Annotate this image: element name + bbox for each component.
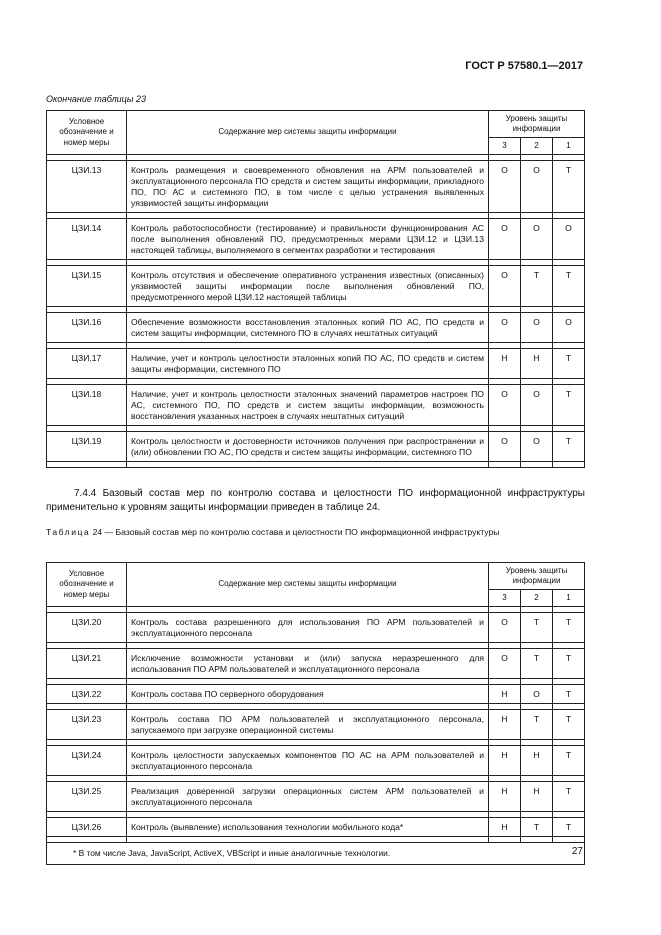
table-24-caption-text: 24 — Базовый состав мер по контролю состава и целостности ПО информационной инфраструктуры bbox=[92, 527, 500, 537]
measure-description: Контроль целостности запускаемых компонентов ПО АС на АРМ пользователей и эксплуатационного персонала bbox=[127, 746, 489, 776]
level-2-value: Н bbox=[521, 782, 553, 812]
level-3-value: О bbox=[489, 385, 521, 426]
header-id: Условное обозначение и номер меры bbox=[47, 111, 127, 155]
table-continuation-label: Окончание таблицы 23 bbox=[46, 94, 146, 104]
table-24-caption bbox=[46, 527, 585, 538]
measure-id: ЦЗИ.21 bbox=[47, 649, 127, 679]
level-1-value: Т bbox=[553, 746, 585, 776]
header-level-2: 2 bbox=[521, 590, 553, 607]
level-1-value: Т bbox=[553, 649, 585, 679]
table-24-caption-label: Таблица bbox=[46, 527, 91, 537]
measure-description: Контроль состава ПО серверного оборудования bbox=[127, 685, 489, 704]
measure-id: ЦЗИ.20 bbox=[47, 613, 127, 643]
measure-id: ЦЗИ.24 bbox=[47, 746, 127, 776]
level-2-value: О bbox=[521, 161, 553, 213]
level-3-value: О bbox=[489, 266, 521, 307]
header-level-3: 3 bbox=[489, 138, 521, 155]
level-1-value: Т bbox=[553, 349, 585, 379]
table-23 bbox=[46, 110, 585, 468]
table-row bbox=[47, 219, 585, 260]
level-1-value: Т bbox=[553, 710, 585, 740]
level-3-value: Н bbox=[489, 782, 521, 812]
measure-id: ЦЗИ.16 bbox=[47, 313, 127, 343]
level-2-value: Т bbox=[521, 818, 553, 837]
table-24 bbox=[46, 562, 585, 865]
level-2-value: Н bbox=[521, 746, 553, 776]
level-2-value: О bbox=[521, 432, 553, 462]
level-2-value: Н bbox=[521, 349, 553, 379]
level-2-value: О bbox=[521, 385, 553, 426]
measure-id: ЦЗИ.17 bbox=[47, 349, 127, 379]
level-3-value: Н bbox=[489, 746, 521, 776]
table-24-body bbox=[47, 607, 585, 843]
table-row bbox=[47, 782, 585, 812]
measure-description: Контроль состава разрешенного для использования ПО АРМ пользователей и эксплуатационного персонала bbox=[127, 613, 489, 643]
table-row bbox=[47, 313, 585, 343]
measure-description: Контроль целостности и достоверности источников получения при распространении и (или) обновлении ПО АС, ПО средств и систем защиты информации, системного ПО bbox=[127, 432, 489, 462]
measure-id: ЦЗИ.19 bbox=[47, 432, 127, 462]
table-row bbox=[47, 613, 585, 643]
measure-id: ЦЗИ.15 bbox=[47, 266, 127, 307]
standard-designation: ГОСТ Р 57580.1—2017 bbox=[465, 60, 583, 72]
level-2-value: О bbox=[521, 219, 553, 260]
measure-id: ЦЗИ.23 bbox=[47, 710, 127, 740]
level-3-value: Н bbox=[489, 818, 521, 837]
level-1-value: Т bbox=[553, 432, 585, 462]
level-1-value: О bbox=[553, 313, 585, 343]
header-level: Уровень защиты информации bbox=[489, 111, 585, 138]
table-footnote: * В том числе Java, JavaScript, ActiveX, VBScript и иные аналогичные технологии. bbox=[47, 843, 585, 865]
measure-description: Контроль размещения и своевременного обновления на АРМ пользователей и эксплуатационного персонала ПО средств и систем защиты информации, прикладного ПО, ПО АС и системного ПО, в том числе с целью устранения выявленных уязвимостей защиты информации bbox=[127, 161, 489, 213]
level-3-value: Н bbox=[489, 685, 521, 704]
measure-id: ЦЗИ.25 bbox=[47, 782, 127, 812]
level-1-value: Т bbox=[553, 613, 585, 643]
measure-description: Контроль отсутствия и обеспечение оперативного устранения известных (описанных) уязвимостей защиты информации после выполнения обновлений ПО, предусмотренного мерой ЦЗИ.12 настоящей таблицы bbox=[127, 266, 489, 307]
level-3-value: О bbox=[489, 432, 521, 462]
table-row bbox=[47, 649, 585, 679]
measure-id: ЦЗИ.14 bbox=[47, 219, 127, 260]
level-1-value: Т bbox=[553, 782, 585, 812]
measure-id: ЦЗИ.13 bbox=[47, 161, 127, 213]
measure-description: Наличие, учет и контроль целостности эталонных копий ПО АС, ПО средств и систем защиты информации, системного ПО bbox=[127, 349, 489, 379]
header-id: Условное обозначение и номер меры bbox=[47, 563, 127, 607]
measure-description: Наличие, учет и контроль целостности эталонных значений параметров настроек ПО АС, системного ПО, ПО средств и систем защиты информации, возможность восстановления указанных настроек в случаях нештатных ситуаций bbox=[127, 385, 489, 426]
header-level-2: 2 bbox=[521, 138, 553, 155]
measure-description: Контроль работоспособности (тестирование) и правильности функционирования АС после выполнения обновлений ПО, предусмотренных мерами ЦЗИ.12 и ЦЗИ.13 настоящей таблицы, выполняемого в сегментах разработки и тестирования bbox=[127, 219, 489, 260]
measure-id: ЦЗИ.18 bbox=[47, 385, 127, 426]
table-row bbox=[47, 432, 585, 462]
paragraph-7-4-4: 7.4.4 Базовый состав мер по контролю состава и целостности ПО информационной инфраструктуры применительно к уровням защиты информации приведен в таблице 24. bbox=[46, 488, 585, 513]
level-1-value: Т bbox=[553, 161, 585, 213]
level-3-value: О bbox=[489, 161, 521, 213]
table-row bbox=[47, 685, 585, 704]
level-1-value: О bbox=[553, 219, 585, 260]
table-row bbox=[47, 266, 585, 307]
header-content: Содержание мер системы защиты информации bbox=[127, 111, 489, 155]
level-3-value: О bbox=[489, 613, 521, 643]
table-row bbox=[47, 385, 585, 426]
measure-description: Обеспечение возможности восстановления эталонных копий ПО АС, ПО средств и систем защиты информации, системного ПО в случаях нештатных ситуаций bbox=[127, 313, 489, 343]
measure-id: ЦЗИ.26 bbox=[47, 818, 127, 837]
level-1-value: Т bbox=[553, 266, 585, 307]
level-2-value: О bbox=[521, 685, 553, 704]
level-3-value: О bbox=[489, 219, 521, 260]
header-level-1: 1 bbox=[553, 138, 585, 155]
table-row bbox=[47, 818, 585, 837]
level-2-value: Т bbox=[521, 710, 553, 740]
measure-description: Реализация доверенной загрузки операционных систем АРМ пользователей и эксплуатационного персонала bbox=[127, 782, 489, 812]
level-1-value: Т bbox=[553, 385, 585, 426]
header-content: Содержание мер системы защиты информации bbox=[127, 563, 489, 607]
measure-id: ЦЗИ.22 bbox=[47, 685, 127, 704]
header-level: Уровень защиты информации bbox=[489, 563, 585, 590]
level-3-value: О bbox=[489, 313, 521, 343]
measure-description: Контроль (выявление) использования технологии мобильного кода* bbox=[127, 818, 489, 837]
measure-description: Исключение возможности установки и (или) запуска неразрешенного для использования ПО АРМ пользователей и эксплуатационного персонала bbox=[127, 649, 489, 679]
table-row bbox=[47, 161, 585, 213]
level-3-value: Н bbox=[489, 710, 521, 740]
level-2-value: Т bbox=[521, 266, 553, 307]
table-row bbox=[47, 710, 585, 740]
table-row bbox=[47, 349, 585, 379]
level-1-value: Т bbox=[553, 685, 585, 704]
level-1-value: Т bbox=[553, 818, 585, 837]
table-row bbox=[47, 746, 585, 776]
level-2-value: Т bbox=[521, 613, 553, 643]
table-23-body bbox=[47, 155, 585, 468]
page-number: 27 bbox=[571, 846, 583, 857]
header-level-3: 3 bbox=[489, 590, 521, 607]
level-3-value: О bbox=[489, 649, 521, 679]
measure-description: Контроль состава ПО АРМ пользователей и эксплуатационного персонала, запускаемого при загрузке операционной системы bbox=[127, 710, 489, 740]
level-3-value: Н bbox=[489, 349, 521, 379]
level-2-value: Т bbox=[521, 649, 553, 679]
level-2-value: О bbox=[521, 313, 553, 343]
header-level-1: 1 bbox=[553, 590, 585, 607]
